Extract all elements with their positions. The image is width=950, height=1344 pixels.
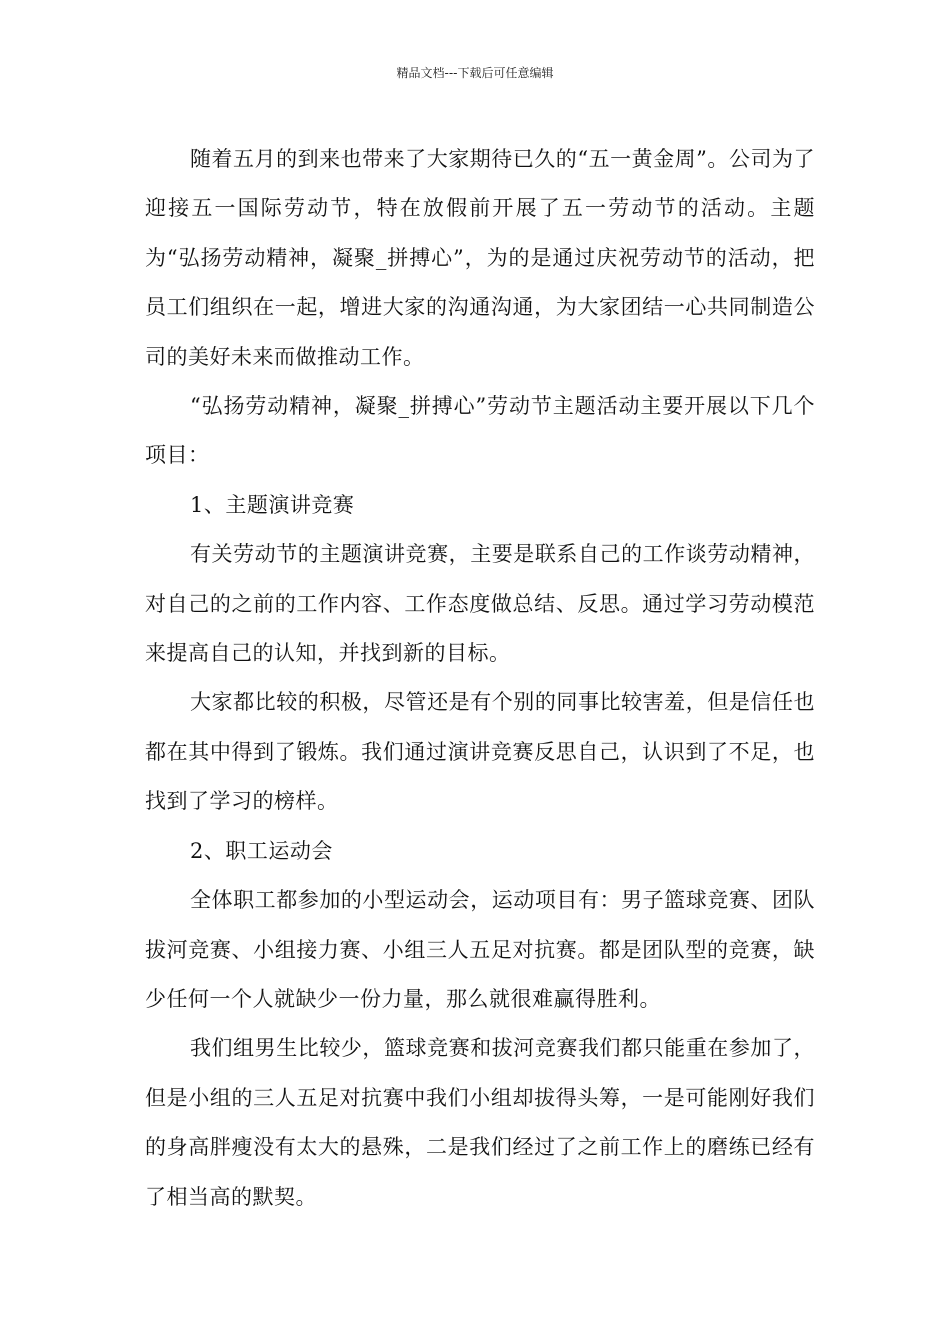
paragraph-sports-result: 我们组男生比较少，篮球竞赛和拔河竞赛我们都只能重在参加了，但是小组的三人五足对抗赛中我们小组却拔得头筹，一是可能刚好我们的身高胖瘦没有太大的悬殊，二是我们经过了之前工作上的磨练已经有了相当高的默契。 — [145, 1036, 815, 1209]
paragraph-speech-contest: 有关劳动节的主题演讲竞赛，主要是联系自己的工作谈劳动精神，对自己的之前的工作内容、工作态度做总结、反思。通过学习劳动模范来提高自己的认知，并找到新的目标。 — [145, 542, 815, 666]
paragraph-sports-meet: 全体职工都参加的小型运动会，运动项目有：男子篮球竞赛、团队拔河竞赛、小组接力赛、小组三人五足对抗赛。都是团队型的竞赛，缺少任何一个人就缺少一份力量，那么就很难赢得胜利。 — [145, 888, 815, 1011]
page-header: 精品文档---下载后可任意编辑 — [396, 66, 554, 80]
paragraph-intro: 随着五月的到来也带来了大家期待已久的“五一黄金周”。公司为了迎接五一国际劳动节，特在放假前开展了五一劳动节的活动。主题为“弘扬劳动精神，凝聚_拼搏心”，为的是通过庆祝劳动节的活动，把员工们组织在一起，增进大家的沟通沟通，为大家团结一心共同制造公司的美好未来而做推动工作。 — [145, 147, 815, 369]
paragraph-speech-reflection: 大家都比较的积极，尽管还是有个别的同事比较害羞，但是信任也都在其中得到了锻炼。我们通过演讲竞赛反思自己，认识到了不足，也找到了学习的榜样。 — [145, 690, 815, 814]
section-heading-sports-meet: 2、职工运动会 — [190, 838, 333, 863]
paragraph-activity-overview: “弘扬劳动精神，凝聚_拼搏心”劳动节主题活动主要开展以下几个项目： — [145, 394, 815, 468]
section-heading-speech-contest: 1、主题演讲竞赛 — [190, 492, 355, 517]
document-body — [145, 135, 815, 1222]
